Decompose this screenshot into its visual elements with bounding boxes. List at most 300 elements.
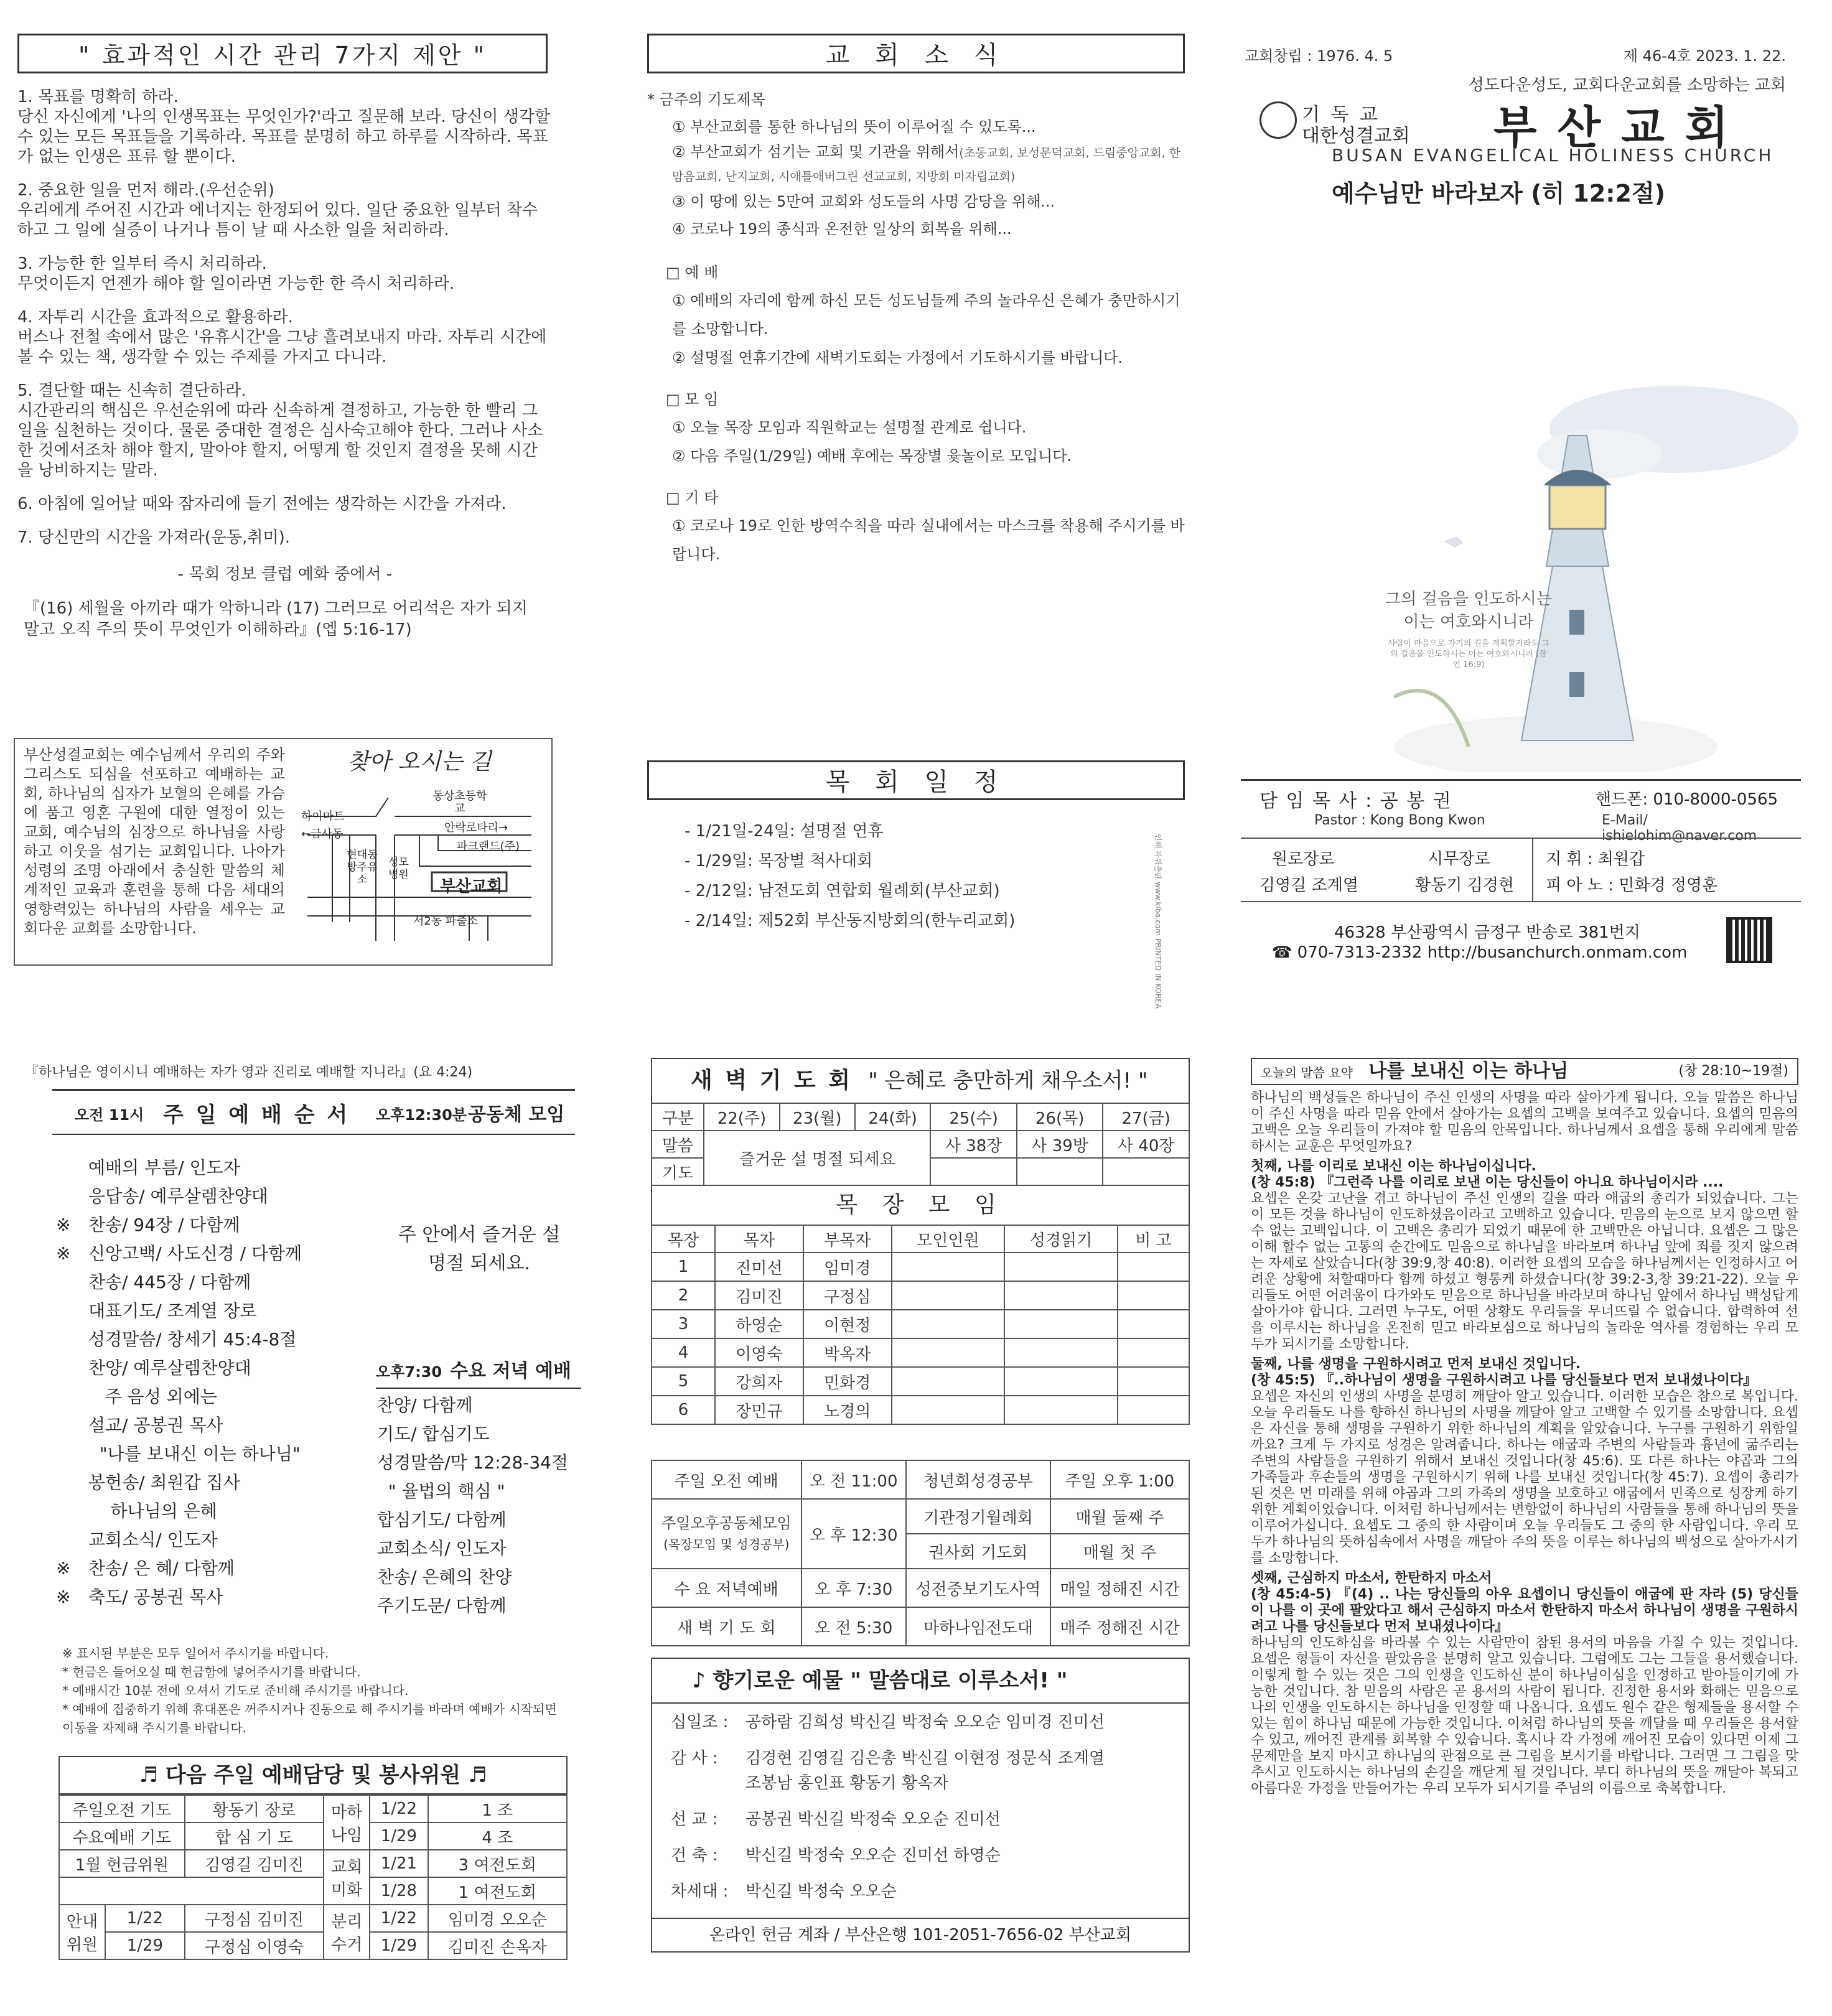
church-name-english: BUSAN EVANGELICAL HOLINESS CHURCH bbox=[1332, 145, 1774, 166]
schedule-item: - 1/29일: 목장별 척사대회 bbox=[685, 852, 873, 870]
wednesday-item: 성경말씀/막 12:28-34절 bbox=[377, 1452, 569, 1473]
map-label-himart: 하이마트 bbox=[301, 810, 345, 823]
duty-cell: 1/21 bbox=[370, 1850, 428, 1877]
sunday-order-list bbox=[56, 1154, 380, 1612]
conductor: 지 휘 : 최원갑 bbox=[1546, 850, 1645, 869]
mokjang-cell bbox=[1118, 1367, 1189, 1396]
offering-account: 온라인 헌금 계좌 / 부산은행 101-2051-7656-02 부산교회 bbox=[652, 1918, 1189, 1951]
order-item bbox=[56, 1526, 380, 1554]
duty-cell: 임미경 오오순 bbox=[428, 1905, 567, 1932]
church-name: 부 산 교 회 bbox=[1493, 101, 1731, 154]
church-contact: ☎ 070-7313-2332 http://busanchurch.onmam.com bbox=[1272, 943, 1688, 962]
holiday-greeting bbox=[386, 1221, 572, 1278]
time-tip-heading: 5. 결단할 때는 신속히 결단하라. bbox=[17, 381, 246, 400]
time-tip-body: 버스나 전철 속에서 많은 '유휴시간'을 그냥 흘려보내지 마라. 자투리 시간에 볼 수 있는 책, 생각할 수 있는 주제를 가지고 다니라. bbox=[17, 328, 547, 366]
elders-label: 원로장로 bbox=[1272, 850, 1335, 869]
pianist: 피 아 노 : 민화경 정영훈 bbox=[1546, 876, 1718, 895]
times-cell: 수 요 저녁예배 bbox=[652, 1569, 802, 1607]
cover-caption-line2: 이는 여호와시니라 bbox=[1403, 613, 1534, 632]
offering-names-line: 공봉권 박신길 박정숙 오오순 진미선 bbox=[745, 1810, 1001, 1829]
order-item bbox=[56, 1239, 380, 1268]
sermon-label: 오늘의 말씀 요약 bbox=[1261, 1065, 1353, 1080]
dawn-header-cell: 25(수) bbox=[930, 1103, 1017, 1131]
duty-cell: 4 조 bbox=[428, 1822, 567, 1850]
duty-cell: 1/22 bbox=[370, 1905, 428, 1932]
map-title: 찾아 오시는 길 bbox=[347, 749, 492, 775]
offering-names bbox=[745, 1710, 1105, 1735]
mokjang-cell bbox=[892, 1281, 1005, 1310]
duty-cell: 3 여전도회 bbox=[428, 1850, 567, 1877]
worship-note: * 헌금은 들어오실 때 헌금함에 넣어주시기를 바랍니다. bbox=[62, 1664, 361, 1679]
mokjang-cell: 강희자 bbox=[715, 1367, 803, 1396]
order-item bbox=[56, 1154, 380, 1182]
pastoral-schedule-panel bbox=[647, 760, 1189, 936]
dawn-cell: 말씀 bbox=[652, 1131, 704, 1158]
mokjang-cell bbox=[1004, 1396, 1118, 1424]
offering-label: 감 사 : bbox=[671, 1749, 718, 1768]
wednesday-time: 오후7:30 bbox=[376, 1363, 442, 1381]
prayer-heading: * 금주의 기도제목 bbox=[647, 91, 765, 108]
order-text: 찬송/ 94장 / 다함께 bbox=[88, 1215, 240, 1235]
church-news-title: 교 회 소 식 bbox=[647, 34, 1185, 73]
duty-cell: 구정심 이영숙 bbox=[185, 1932, 324, 1959]
church-slogan: 성도다운성도, 교회다운교회를 소망하는 교회 bbox=[1468, 76, 1786, 95]
offering-names bbox=[745, 1746, 1105, 1796]
staff-info bbox=[1241, 779, 1801, 966]
wednesday-item: 찬송/ 은혜의 찬양 bbox=[377, 1567, 512, 1587]
map-label-school: 동상초등학교 bbox=[432, 790, 487, 815]
times-cell: 기관정기월례회 bbox=[906, 1499, 1050, 1534]
order-item bbox=[56, 1440, 380, 1468]
wednesday-item: 교회소식/ 인도자 bbox=[377, 1538, 507, 1559]
time-tip-heading: 6. 아침에 일어날 때와 잠자리에 들기 전에는 생각하는 시간을 가져라. bbox=[17, 495, 507, 513]
duty-cell: 1/22 bbox=[105, 1905, 185, 1932]
times-cell: 주일 오후 1:00 bbox=[1050, 1460, 1189, 1499]
order-text: 교회소식/ 인도자 bbox=[88, 1529, 218, 1550]
church-motto: 예수님만 바라보자 (히 12:2절) bbox=[1332, 180, 1666, 207]
time-tip bbox=[17, 254, 553, 294]
news-etc-item: ① 코로나 19로 인한 방역수칙을 따라 실내에서는 마스크를 착용해 주시기를 바랍니다. bbox=[672, 517, 1185, 563]
worship-notes bbox=[62, 1644, 572, 1737]
mokjang-cell bbox=[892, 1367, 1005, 1396]
denomination-1: 기 독 교 bbox=[1302, 104, 1381, 126]
table-row bbox=[652, 1396, 1189, 1424]
duty-cell: 김미진 손옥자 bbox=[428, 1932, 567, 1959]
etc-heading: □ 기 타 bbox=[666, 489, 719, 506]
map-label-parkland: 파크랜드(주) bbox=[457, 840, 520, 853]
meeting-heading: □ 모 임 bbox=[666, 391, 719, 408]
times-cell: 주일 오전 예배 bbox=[652, 1460, 802, 1499]
time-tip bbox=[17, 180, 553, 240]
wednesday-item: " 율법의 핵심 " bbox=[377, 1481, 505, 1501]
worship-verse: 『하나님은 영이시니 예배하는 자가 영과 진리로 예배할 지니라』(요 4:24) bbox=[25, 1065, 473, 1080]
time-tip-heading: 3. 가능한 한 일부터 즉시 처리하라. bbox=[17, 254, 267, 273]
founded-date: 교회창립 : 1976. 4. 5 bbox=[1245, 47, 1393, 65]
duty-cell: 황동기 장로 bbox=[185, 1795, 324, 1822]
order-text: 봉헌송/ 최원갑 집사 bbox=[88, 1472, 240, 1493]
order-mark: ※ bbox=[56, 1215, 71, 1235]
duty-cell: 분리수거 bbox=[324, 1905, 370, 1959]
duty-cell: 1/28 bbox=[370, 1877, 428, 1905]
dawn-cell bbox=[1103, 1158, 1189, 1185]
mokjang-table bbox=[651, 1225, 1190, 1425]
order-text: 하나님의 은혜 bbox=[88, 1501, 217, 1521]
map-label-geumsa: ←금사동 bbox=[301, 828, 344, 841]
order-item bbox=[56, 1554, 380, 1583]
prayer-item: ④ 코로나 19의 종식과 온전한 일상의 회복을 위해... bbox=[672, 220, 1012, 238]
offering-row bbox=[671, 1807, 1189, 1832]
order-text: 찬송/ 445장 / 다함께 bbox=[88, 1272, 251, 1292]
mokjang-cell bbox=[1118, 1310, 1189, 1338]
order-item bbox=[56, 1182, 380, 1211]
time-tip bbox=[17, 528, 553, 548]
dawn-header-cell: 23(월) bbox=[780, 1103, 855, 1131]
offering-label: 차세대 : bbox=[671, 1882, 729, 1901]
dawn-header-cell: 24(화) bbox=[855, 1103, 930, 1131]
cover-caption-small: 사람이 마음으로 자기의 길을 계획할지라도 그의 걸음을 인도하시는 이는 여호와시니라 (잠언 16:9) bbox=[1388, 639, 1549, 670]
offering-title: ♪ 향기로운 예물 " 말씀대로 이루소서! " bbox=[652, 1659, 1189, 1704]
holiday-line1: 주 안에서 즐거운 설 bbox=[398, 1224, 561, 1246]
sermon-point-1-text: 요셉은 온갖 고난을 겪고 하나님이 주신 인생의 길을 따라 애굽의 총리가 되었습니다. 그는 이 모든 것을 하나님이 인도하셨음이라고 고백하고 있습니다. 믿음의 눈으로 보지 않으면 할 수 없는 고백입니다. 이 고백은 총리가 되었기 때문에 한 고백만은 아닙니다. 요셉은 그 많은 이해 할수 없는 고통의 순간에도 믿음으로 하나님을 바라보며 하나님 앞에 죄를 짓지 않으려는 자세로 살았습니다(창 39:9,창 40:8). 이러한 요셉의 모습을 하나님께서는 인정하시고 어려운 상황에 처할때마다 함께 하셨고 형통케 하셨습니다(창 39:2-3,창 39:21-22). 오늘 우리들도 어떤 어려움이 다가와도 믿음으로 하나님을 바라보며 하나님 앞에서 하나님 백성답게 살아가야 합니다. 그러면 누구도, 어떤 상황도 우리들을 무너뜨릴 수 없습니다. 합력하여 선을 이루시는 하나님을 온전히 믿고 바라보심으로 하나님의 놀라운 역사를 경험하는 우리 모두가 되시기를 소망합니다. bbox=[1251, 1191, 1798, 1352]
sermon-body bbox=[1251, 1090, 1798, 1797]
news-worship-item: ② 설명절 연휴기간에 새벽기도회는 가정에서 기도하시기를 바랍니다. bbox=[672, 349, 1123, 366]
duty-cell: 1/29 bbox=[105, 1932, 185, 1959]
mokjang-cell: 이영숙 bbox=[715, 1338, 803, 1367]
order-item bbox=[56, 1468, 380, 1497]
mokjang-cell: 4 bbox=[652, 1338, 715, 1367]
dawn-header-cell: 22(주) bbox=[704, 1103, 779, 1131]
mokjang-cell: 하영순 bbox=[715, 1310, 803, 1338]
mokjang-cell bbox=[1004, 1310, 1118, 1338]
order-text: 예배의 부름/ 인도자 bbox=[88, 1157, 240, 1178]
qr-code bbox=[1726, 917, 1772, 963]
order-mark: ※ bbox=[56, 1243, 71, 1264]
wednesday-title: 수요 저녁 예배 bbox=[450, 1360, 571, 1382]
offering-names-line: 공하람 김희성 박신길 박정숙 오오순 임미경 진미선 bbox=[745, 1713, 1105, 1732]
table-row bbox=[652, 1310, 1189, 1338]
offering-row bbox=[671, 1879, 1189, 1904]
order-item bbox=[56, 1268, 380, 1297]
order-item bbox=[56, 1297, 380, 1325]
order-text: 찬양/ 예루살렘찬양대 bbox=[88, 1358, 251, 1378]
duty-cell: 합 심 기 도 bbox=[185, 1822, 324, 1850]
order-text: 신앙고백/ 사도신경 / 다함께 bbox=[88, 1243, 302, 1264]
order-text: 축도/ 공봉권 목사 bbox=[88, 1587, 223, 1607]
mokjang-cell: 김미진 bbox=[715, 1281, 803, 1310]
time-management-panel bbox=[17, 34, 553, 640]
dawn-prayer-subtitle: " 은혜로 충만하게 채우소서! " bbox=[868, 1068, 1148, 1093]
duty-cell: 주일오전 기도 bbox=[59, 1795, 185, 1822]
mokjang-cell bbox=[892, 1338, 1005, 1367]
mokjang-cell: 1 bbox=[652, 1253, 715, 1281]
sermon-point-3-heading: 셋째, 근심하지 마소서, 한탄하지 마소서 bbox=[1251, 1570, 1492, 1586]
offering-names-line: 박신길 박정숙 오오순 진미선 하영순 bbox=[745, 1846, 1001, 1865]
sermon-point-2-verse: (창 45:5) 『..하나님이 생명을 구원하시려고 나를 당신들보다 먼저 보내셨나이다』 bbox=[1251, 1373, 1757, 1388]
mokjang-cell: 이현정 bbox=[803, 1310, 892, 1338]
order-text: "나를 보내신 이는 하나님" bbox=[88, 1444, 301, 1464]
duty-cell: 구정심 김미진 bbox=[185, 1905, 324, 1932]
time-tip bbox=[17, 87, 553, 167]
time-tip bbox=[17, 307, 553, 367]
wednesday-item: 기도/ 합심기도 bbox=[377, 1424, 490, 1444]
offering-row bbox=[671, 1710, 1189, 1735]
times-cell: 매월 첫 주 bbox=[1050, 1534, 1189, 1569]
church-logo bbox=[1260, 101, 1297, 139]
duty-cell: 교회미화 bbox=[324, 1850, 370, 1905]
mokjang-cell: 박옥자 bbox=[803, 1338, 892, 1367]
news-worship-item: ① 예배의 자리에 함께 하신 모든 성도님들께 주의 놀라우신 은혜가 충만하시기를 소망합니다. bbox=[672, 292, 1180, 338]
times-cell: 오 전 5:30 bbox=[802, 1607, 906, 1646]
news-meeting-item: ① 오늘 목장 모임과 직원학교는 설명절 관계로 쉽니다. bbox=[672, 419, 1027, 436]
mokjang-cell bbox=[1118, 1253, 1189, 1281]
mokjang-cell: 2 bbox=[652, 1281, 715, 1310]
cover-caption-line1: 그의 걸음을 인도하시는 bbox=[1385, 590, 1552, 609]
time-management-title: " 효과적인 시간 관리 7가지 제안 " bbox=[17, 34, 548, 73]
order-item bbox=[56, 1354, 380, 1383]
duty-cell: 마하나임 bbox=[324, 1795, 370, 1850]
time-management-verse: 『(16) 세월을 아끼라 때가 악하니라 (17) 그러므로 어리석은 자가 되지 말고 오직 주의 뜻이 무엇인가 이해하라』(엡 5:16-17) bbox=[24, 599, 528, 639]
community-title: 공동체 모임 bbox=[468, 1104, 565, 1126]
issue-number: 제 46-4호 2023. 1. 22. bbox=[1623, 47, 1786, 65]
table-row bbox=[652, 1338, 1189, 1367]
wednesday-item: 합심기도/ 다함께 bbox=[377, 1510, 507, 1530]
duty-cell: 1 조 bbox=[428, 1795, 567, 1822]
map-label-anrak: 안락로타리→ bbox=[444, 821, 508, 834]
table-row bbox=[652, 1367, 1189, 1396]
dawn-header-cell: 구분 bbox=[652, 1103, 704, 1131]
dawn-cell bbox=[930, 1158, 1017, 1185]
sermon-intro: 하나님의 백성들은 하나님이 주신 인생의 사명을 따라 살아가게 됩니다. 오늘 말씀은 하나님이 주신 사명을 따라 믿음 안에서 살아가는 요셉의 고백을 보여주고 있습니다. 요셉의 믿음의 고백은 오늘 우리들이 가져야 할 믿음의 안목입니다. 하나님께서 요셉을 통해 우리에게 말씀하시는 교훈은 무엇일까요? bbox=[1251, 1090, 1798, 1154]
times-cell: 오 후 7:30 bbox=[802, 1569, 906, 1607]
mokjang-cell: 임미경 bbox=[803, 1253, 892, 1281]
mokjang-cell: 구정심 bbox=[803, 1281, 892, 1310]
sunday-time: 오전 11시 bbox=[75, 1106, 144, 1124]
map-label-gas-station: 현대동방주유소 bbox=[347, 849, 378, 886]
cover-caption bbox=[1375, 586, 1562, 670]
offering-names-line: 박신길 박정숙 오오순 bbox=[745, 1882, 897, 1901]
order-text: 대표기도/ 조계열 장로 bbox=[88, 1300, 257, 1321]
mokjang-header-cell: 부목자 bbox=[803, 1225, 892, 1253]
mokjang-cell bbox=[1118, 1338, 1189, 1367]
offering-row bbox=[671, 1843, 1189, 1868]
duty-cell: 수요예배 기도 bbox=[59, 1822, 185, 1850]
sermon-title: 나를 보내신 이는 하나님 bbox=[1368, 1060, 1569, 1082]
order-mark: ※ bbox=[56, 1587, 71, 1607]
time-tip bbox=[17, 381, 553, 480]
community-time: 오후12:30분 bbox=[376, 1106, 467, 1124]
sermon-point-3-text: 하나님의 인도하심을 바라볼 수 있는 사람만이 참된 용서의 마음을 가질 수 있는 것입니다. 요셉은 형들이 자신을 팔았음을 분명히 알고 있습니다. 그럼에도 그는 그들을 용서했습니다. 이렇게 할 수 있는 것은 그의 인생을 인도하신 분이 하나님이심을 인정하고 받아들이기에 가능한 것입니다. 참 믿음의 사람은 곧 용서의 사람이 됩니다. 진정한 용서와 화해는 믿음으로 나의 인생을 인도하시는 하나님을 인정할 때 나옵니다. 요셉도 원수 같은 형제들을 용서할 수 있는 힘이 하나님 때문에 가능한 것입니다. 이처럼 하나님의 뜻을 깨달을 때 우리들은 용서할 수 있고, 깨어진 관계를 회복할 수 있습니다. 혹시나 각 가정에 깨어진 모습이 있다면 이제 그 문제만을 보지 마시고 하나님의 관점으로 큰 그림을 보시기를 바랍니다. 그러면 그 그림을 맞추시고 인도하시는 하나님의 손길을 깨닫게 될 것입니다. 부디 하나님의 뜻을 깨달아 복되고 아름다운 가정을 만들어가는 우리 모두가 되시기를 주님의 이름으로 축복합니다. bbox=[1251, 1635, 1798, 1796]
mokjang-cell: 5 bbox=[652, 1367, 715, 1396]
sermon-reference: (창 28:10~19절) bbox=[1678, 1063, 1788, 1079]
worship-note: * 예배에 집중하기 위해 휴대폰은 꺼주시거나 진동으로 해 주시기를 바라며 예배가 시작되면 이동을 자제해 주시기를 바랍니다. bbox=[62, 1702, 557, 1735]
duty-cell: 1 여전도회 bbox=[428, 1877, 567, 1905]
time-management-source: - 목회 정보 클럽 예화 중에서 - bbox=[177, 565, 393, 584]
time-tip-body: 당신 자신에게 '나의 인생목표는 무엇인가?'라고 질문해 보라. 당신이 생각할 수 있는 모든 목표들을 기록하라. 목표를 분명히 하고 하루를 시작하라. 목표가 없는 인생은 표류 할 뿐이다. bbox=[17, 108, 550, 166]
dawn-holiday-cell: 즐거운 설 명절 되세요 bbox=[704, 1131, 930, 1185]
schedule-item: - 1/21일-24일: 설명절 연휴 bbox=[685, 822, 884, 841]
pastor-name: 담 임 목 사 : 공 봉 권 bbox=[1260, 790, 1452, 812]
working-elders-label: 시무장로 bbox=[1428, 850, 1490, 869]
mokjang-header-cell: 목장 bbox=[652, 1225, 715, 1253]
mokjang-cell bbox=[1004, 1281, 1118, 1310]
table-row bbox=[652, 1253, 1189, 1281]
lighthouse-illustration bbox=[1394, 361, 1805, 772]
order-item bbox=[56, 1583, 380, 1612]
mokjang-cell bbox=[1004, 1338, 1118, 1367]
mokjang-title: 목 장 모 임 bbox=[651, 1186, 1190, 1225]
church-news-panel bbox=[647, 34, 1189, 569]
offering-label: 건 축 : bbox=[671, 1846, 718, 1865]
directions-map bbox=[295, 744, 544, 961]
order-mark: ※ bbox=[56, 1558, 71, 1579]
schedule-item: - 2/14일: 제52회 부산동지방회의(한누리교회) bbox=[685, 912, 1016, 930]
holiday-line2: 명절 되세요. bbox=[428, 1253, 530, 1274]
times-cell: 매주 정해진 시간 bbox=[1050, 1607, 1189, 1646]
duty-cell: 1/29 bbox=[370, 1822, 428, 1850]
wednesday-item: 찬양/ 다함께 bbox=[377, 1395, 473, 1416]
time-tip-body: 시간관리의 핵심은 우선순위에 따라 신속하게 결정하고, 가능한 한 빨리 그 일을 실천하는 것이다. 물론 중대한 결정은 심사숙고해야 한다. 그러나 사소한 것에서조차 해야 할지, 말아야 할지, 어떻게 할 것인지 결정을 못해 시간을 낭비하지는 말라. bbox=[17, 401, 543, 480]
denomination-2: 대한성결교회 bbox=[1302, 125, 1410, 147]
order-item bbox=[56, 1497, 380, 1526]
sermon-panel bbox=[1251, 1058, 1798, 1801]
pastor-phone: 핸드폰: 010-8000-0565 bbox=[1596, 790, 1778, 809]
printer-credit: 인쇄 파워출판 www.kiba.com PRINTED IN KOREA bbox=[1154, 834, 1162, 1009]
sermon-point-1-heading: 첫째, 나를 이리로 보내신 이는 하나님이십니다. bbox=[1251, 1159, 1536, 1174]
dawn-cell: 사 38장 bbox=[930, 1131, 1017, 1158]
mokjang-header-cell: 비 고 bbox=[1118, 1225, 1189, 1253]
dawn-prayer-box bbox=[651, 1058, 1190, 1425]
times-cell: 오 후 12:30 bbox=[802, 1499, 906, 1569]
time-tip-body: 우리에게 주어진 시간과 에너지는 한정되어 있다. 일단 중요한 일부터 착수하고 그 일에 실증이 나거나 틈이 날 때 사소한 일을 처리하라. bbox=[17, 201, 538, 240]
cover-panel bbox=[1245, 44, 1805, 208]
dawn-prayer-table bbox=[651, 1103, 1190, 1186]
worship-heading: □ 예 배 bbox=[666, 264, 719, 281]
news-meeting-item: ② 다음 주일(1/29일) 예배 후에는 목장별 윷놀이로 모입니다. bbox=[672, 447, 1072, 465]
mokjang-cell bbox=[892, 1310, 1005, 1338]
offering-row bbox=[671, 1746, 1189, 1796]
church-address: 46328 부산광역시 금정구 반송로 381번지 bbox=[1334, 923, 1640, 942]
times-cell: 권사회 기도회 bbox=[906, 1534, 1050, 1569]
duty-cell: 1월 헌금위원 bbox=[59, 1850, 185, 1877]
map-label-church: 부산교회 bbox=[439, 877, 503, 896]
duty-table bbox=[58, 1794, 568, 1960]
offering-names bbox=[745, 1879, 897, 1904]
time-management-list bbox=[17, 87, 553, 548]
order-item bbox=[56, 1383, 380, 1411]
pastor-email: E-Mail/ ishielohim@naver.com bbox=[1602, 813, 1757, 844]
order-item bbox=[56, 1411, 380, 1440]
offering-label: 십일조 : bbox=[671, 1713, 729, 1732]
mokjang-cell: 6 bbox=[652, 1396, 715, 1424]
sermon-point-3-verse: (창 45:4-5) 『(4) .. 나는 당신들의 아우 요셉이니 당신들이 애굽에 판 자라 (5) 당신들이 나를 이 곳에 팔았다고 해서 근심하지 마소서 한탄하지 마소서 하나님이 생명을 구원하시려고 나를 당신들보다 먼저 보내셨나이다』 bbox=[1251, 1587, 1798, 1635]
mokjang-cell: 민화경 bbox=[803, 1367, 892, 1396]
offering-label: 선 교 : bbox=[671, 1810, 718, 1829]
order-text: 설교/ 공봉권 목사 bbox=[88, 1415, 223, 1435]
table-row bbox=[652, 1281, 1189, 1310]
time-tip-heading: 1. 목표를 명확히 하라. bbox=[17, 88, 179, 106]
offering-names-line: 조봉남 홍인표 황동기 황옥자 bbox=[745, 1774, 949, 1793]
times-cell: 성전중보기도사역 bbox=[906, 1569, 1050, 1607]
order-text: 찬송/ 은 혜/ 다함께 bbox=[88, 1558, 235, 1579]
offering-names-line: 김경현 김영길 김은총 박신길 이현정 정문식 조계열 bbox=[745, 1749, 1105, 1768]
time-tip-heading: 2. 중요한 일을 먼저 해라.(우선순위) bbox=[17, 181, 274, 200]
mokjang-cell bbox=[1118, 1281, 1189, 1310]
worship-note: ※ 표시된 부분은 모두 일어서 주시기를 바랍니다. bbox=[62, 1646, 329, 1661]
offering-names bbox=[745, 1843, 1001, 1868]
dawn-cell: 사 40장 bbox=[1103, 1131, 1189, 1158]
mokjang-cell bbox=[892, 1253, 1005, 1281]
wednesday-item: 주기도문/ 다함께 bbox=[377, 1595, 507, 1616]
mokjang-header-cell: 모인인원 bbox=[892, 1225, 1005, 1253]
wednesday-header bbox=[376, 1355, 581, 1389]
sermon-point-2-heading: 둘째, 나를 생명을 구원하시려고 먼저 보내신 것입니다. bbox=[1251, 1356, 1581, 1372]
sunday-order-title: 주 일 예 배 순 서 bbox=[163, 1103, 350, 1127]
mokjang-cell: 노경의 bbox=[803, 1396, 892, 1424]
prayer-item: ③ 이 땅에 있는 5만여 교회와 성도들의 사명 감당을 위해... bbox=[672, 193, 1055, 210]
mokjang-cell bbox=[1004, 1367, 1118, 1396]
duty-cell: 안내위원 bbox=[59, 1905, 105, 1959]
times-cell: 새 벽 기 도 회 bbox=[652, 1607, 802, 1646]
map-label-hospital: 성모병원 bbox=[388, 856, 409, 881]
order-item bbox=[56, 1325, 380, 1354]
dawn-cell: 기도 bbox=[652, 1158, 704, 1185]
offering-box bbox=[651, 1658, 1190, 1953]
dawn-prayer-title: 새 벽 기 도 회 bbox=[691, 1068, 853, 1093]
order-text: 성경말씀/ 창세기 45:4-8절 bbox=[88, 1329, 297, 1350]
mokjang-cell: 3 bbox=[652, 1310, 715, 1338]
times-cell: 마하나임전도대 bbox=[906, 1607, 1050, 1646]
working-elders-names: 황동기 김경현 bbox=[1415, 876, 1514, 895]
times-cell: 오 전 11:00 bbox=[802, 1460, 906, 1499]
duty-cell: 1/29 bbox=[370, 1932, 428, 1959]
order-text: 응답송/ 예루살렘찬양대 bbox=[88, 1186, 268, 1206]
times-cell: 매일 정해진 시간 bbox=[1050, 1569, 1189, 1607]
map-roads bbox=[295, 773, 544, 959]
duty-cell: 김영길 김미진 bbox=[185, 1850, 324, 1877]
sermon-point-1-verse: (창 45:8) 『그런즉 나를 이리로 보낸 이는 당신들이 아니요 하나님이시라 .... bbox=[1251, 1175, 1724, 1190]
pastor-english: Pastor : Kong Bong Kwon bbox=[1314, 813, 1485, 828]
dawn-header-cell: 26(목) bbox=[1017, 1103, 1103, 1131]
mokjang-cell bbox=[1118, 1396, 1189, 1424]
duty-cell bbox=[59, 1877, 324, 1905]
order-text: 주 음성 외에는 bbox=[88, 1386, 217, 1407]
time-tip bbox=[17, 494, 553, 514]
schedule-item: - 2/12일: 남전도회 연합회 월례회(부산교회) bbox=[685, 882, 1000, 900]
prayer-item: ① 부산교회를 통한 하나님의 뜻이 이루어질 수 있도록... bbox=[672, 118, 1036, 136]
dawn-cell: 사 39방 bbox=[1017, 1131, 1103, 1158]
dawn-cell bbox=[1017, 1158, 1103, 1185]
prayer-item: ② 부산교회가 섬기는 교회 및 기관을 위해서(초동교회, 보성문덕교회, 드림중앙교회, 한맘음교회, 난지교회, 시애틀애버그린 선교교회, 지방회 미자립교회) bbox=[672, 143, 1181, 184]
mokjang-header-cell: 목자 bbox=[715, 1225, 803, 1253]
order-item bbox=[56, 1211, 380, 1239]
sermon-point-2-text: 요셉은 자신의 인생의 사명을 분명히 깨달아 알고 있습니다. 이러한 모습은 참으로 복입니다. 오늘 우리들도 나를 향하신 하나님의 사명을 깨달아 알고 고백할 수 있기를 소망합니다. 요셉은 자신을 통해 생명을 구원하기 위한 하나님의 계획을 알았습니다. 누구를 구원하기 위함일까요? 크게 두 가지로 성경은 알려줍니다. 하나는 애굽과 주변의 사람들과 흉년에 굶주리는 주변의 사람들을 구원하기 위해서 보내신 것입니다(창 45:6). 또 다른 하나는 야곱과 그의 가족들과 후손들의 생명을 구원하시기 위해 나를 보내신 것입니다(창 45:7). 요셉이 총리가 된 것은 먼 미래를 위해 야곱과 그의 가족의 생명을 보호하고 애굽에서 민족으로 성장케 하기 위한 계획이었습니다. 이처럼 하나님께서는 변함없이 하나님의 사람들을 통해 하나님의 뜻을 이루어가십니다. 요셉도 그 중의 한 사람이며 오늘 우리들도 그 중의 한 사람입니다. 우리 모두가 하나님의 뜻하심속에서 사명을 깨달아 주의 뜻을 이루는 하나님의 백성으로 살아가시기를 소망합니다. bbox=[1251, 1389, 1798, 1566]
mokjang-cell bbox=[892, 1396, 1005, 1424]
duty-title: ♬ 다음 주일 예배담당 및 봉사위원 ♬ bbox=[58, 1756, 568, 1794]
mission-box bbox=[14, 738, 553, 966]
worship-note: * 예배시간 10분 전에 오셔서 기도로 준비해 주시기를 바랍니다. bbox=[62, 1683, 409, 1698]
duty-cell: 1/22 bbox=[370, 1795, 428, 1822]
duty-table-box bbox=[58, 1756, 568, 1960]
mission-text: 부산성결교회는 예수님께서 우리의 주와 그리스도 되심을 선포하고 예배하는 교회, 하나님의 십자가 보혈의 은혜를 가슴에 품고 영혼 구원에 대한 열정이 있는 교회, 예수님의 심장으로 하나님을 사랑하고 이웃을 섬기는 교회입니다. 나아가 성령의 조명 아래에서 충실한 말씀의 체계적인 교육과 훈련을 통해 다음 세대의 영향력있는 하나님의 사람을 세우는 교회다운 교회를 소망합니다. bbox=[24, 746, 285, 937]
time-tip-body: 무엇이든지 언젠가 해야 할 일이라면 가능한 한 즉시 처리하라. bbox=[17, 274, 455, 293]
news-body bbox=[647, 86, 1189, 569]
service-times-table bbox=[651, 1460, 1190, 1646]
mokjang-cell: 진미선 bbox=[715, 1253, 803, 1281]
offering-names bbox=[745, 1807, 1001, 1832]
times-cell: 매월 둘째 주 bbox=[1050, 1499, 1189, 1534]
time-tip-heading: 4. 자투리 시간을 효과적으로 활용하라. bbox=[17, 308, 293, 327]
map-label-police: 서2동 파출소 bbox=[413, 915, 479, 928]
